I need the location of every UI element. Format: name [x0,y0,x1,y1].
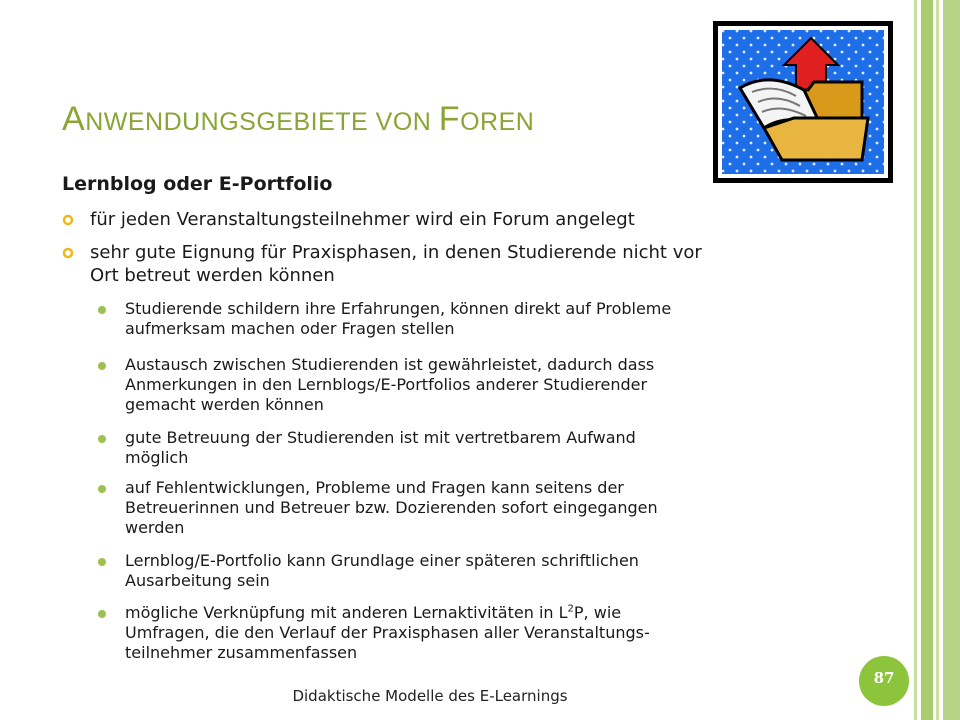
bullet-item [62,208,862,231]
sub-bullet-item [98,603,828,663]
sub-bullet-item [98,551,828,591]
dot-bullet-icon [98,306,106,314]
page-number-badge: 87 [859,656,909,706]
ring-bullet-icon [62,247,74,259]
sub-bullet-item [98,299,828,339]
decorative-bar [921,0,933,720]
sub-bullet-text: gute Betreuung der Studierenden ist mit vertretbarem Aufwand [125,428,636,447]
dot-bullet-icon [98,610,106,618]
sub-bullet-text: Anmerkungen in den Lernblogs/E-Portfolios anderer Studierender [125,375,648,394]
slide-footer: Didaktische Modelle des E-Learnings [292,687,568,705]
slide-title: ANWENDUNGSGEBIETE VON FOREN [62,100,535,138]
dot-bullet-icon [98,362,106,370]
sub-bullet-text: gemacht werden können [125,395,324,414]
sub-bullet-item [98,355,828,415]
dot-bullet-icon [98,485,106,493]
decorative-bar [936,0,939,720]
bullet-text: für jeden Veranstaltungsteilnehmer wird ein Forum angelegt [90,209,635,230]
sub-bullet-item [98,478,828,538]
sub-bullet-item [98,428,828,468]
decorative-bar [914,0,917,720]
sub-bullet-text: Ausarbeitung sein [125,571,270,590]
sub-bullet-text: Austausch zwischen Studierenden ist gewährleistet, dadurch dass [125,355,655,374]
bullet-item [62,241,862,287]
section-subtitle: Lernblog oder E-Portfolio [62,173,333,195]
sub-bullet-text: teilnehmer zusammenfassen [125,643,358,662]
sub-bullet-text: aufmerksam machen oder Fragen stellen [125,319,455,338]
dot-bullet-icon [98,435,106,443]
sub-bullet-text: mögliche Verknüpfung mit anderen Lernaktivitäten in $L^2P$, wie [125,603,622,622]
bullet-text: sehr gute Eignung für Praxisphasen, in denen Studierende nicht vor [90,242,702,263]
sub-bullet-text: möglich [125,448,189,467]
sub-bullet-text: Lernblog/E-Portfolio kann Grundlage einer späteren schriftlichen [125,551,639,570]
ring-bullet-icon [62,214,74,226]
bullet-text: Ort betreut werden können [90,265,335,286]
sub-bullet-text: werden [125,518,185,537]
folder-upload-icon [712,20,894,184]
dot-bullet-icon [98,558,106,566]
sub-bullet-text: auf Fehlentwicklungen, Probleme und Fragen kann seitens der [125,478,624,497]
sub-bullet-text: Betreuerinnen und Betreuer bzw. Dozierenden sofort eingegangen [125,498,658,517]
sub-bullet-text: Studierende schildern ihre Erfahrungen, können direkt auf Probleme [125,299,672,318]
decorative-bar [943,0,960,720]
sub-bullet-text: Umfragen, die den Verlauf der Praxisphasen aller Veranstaltungs- [125,623,650,642]
